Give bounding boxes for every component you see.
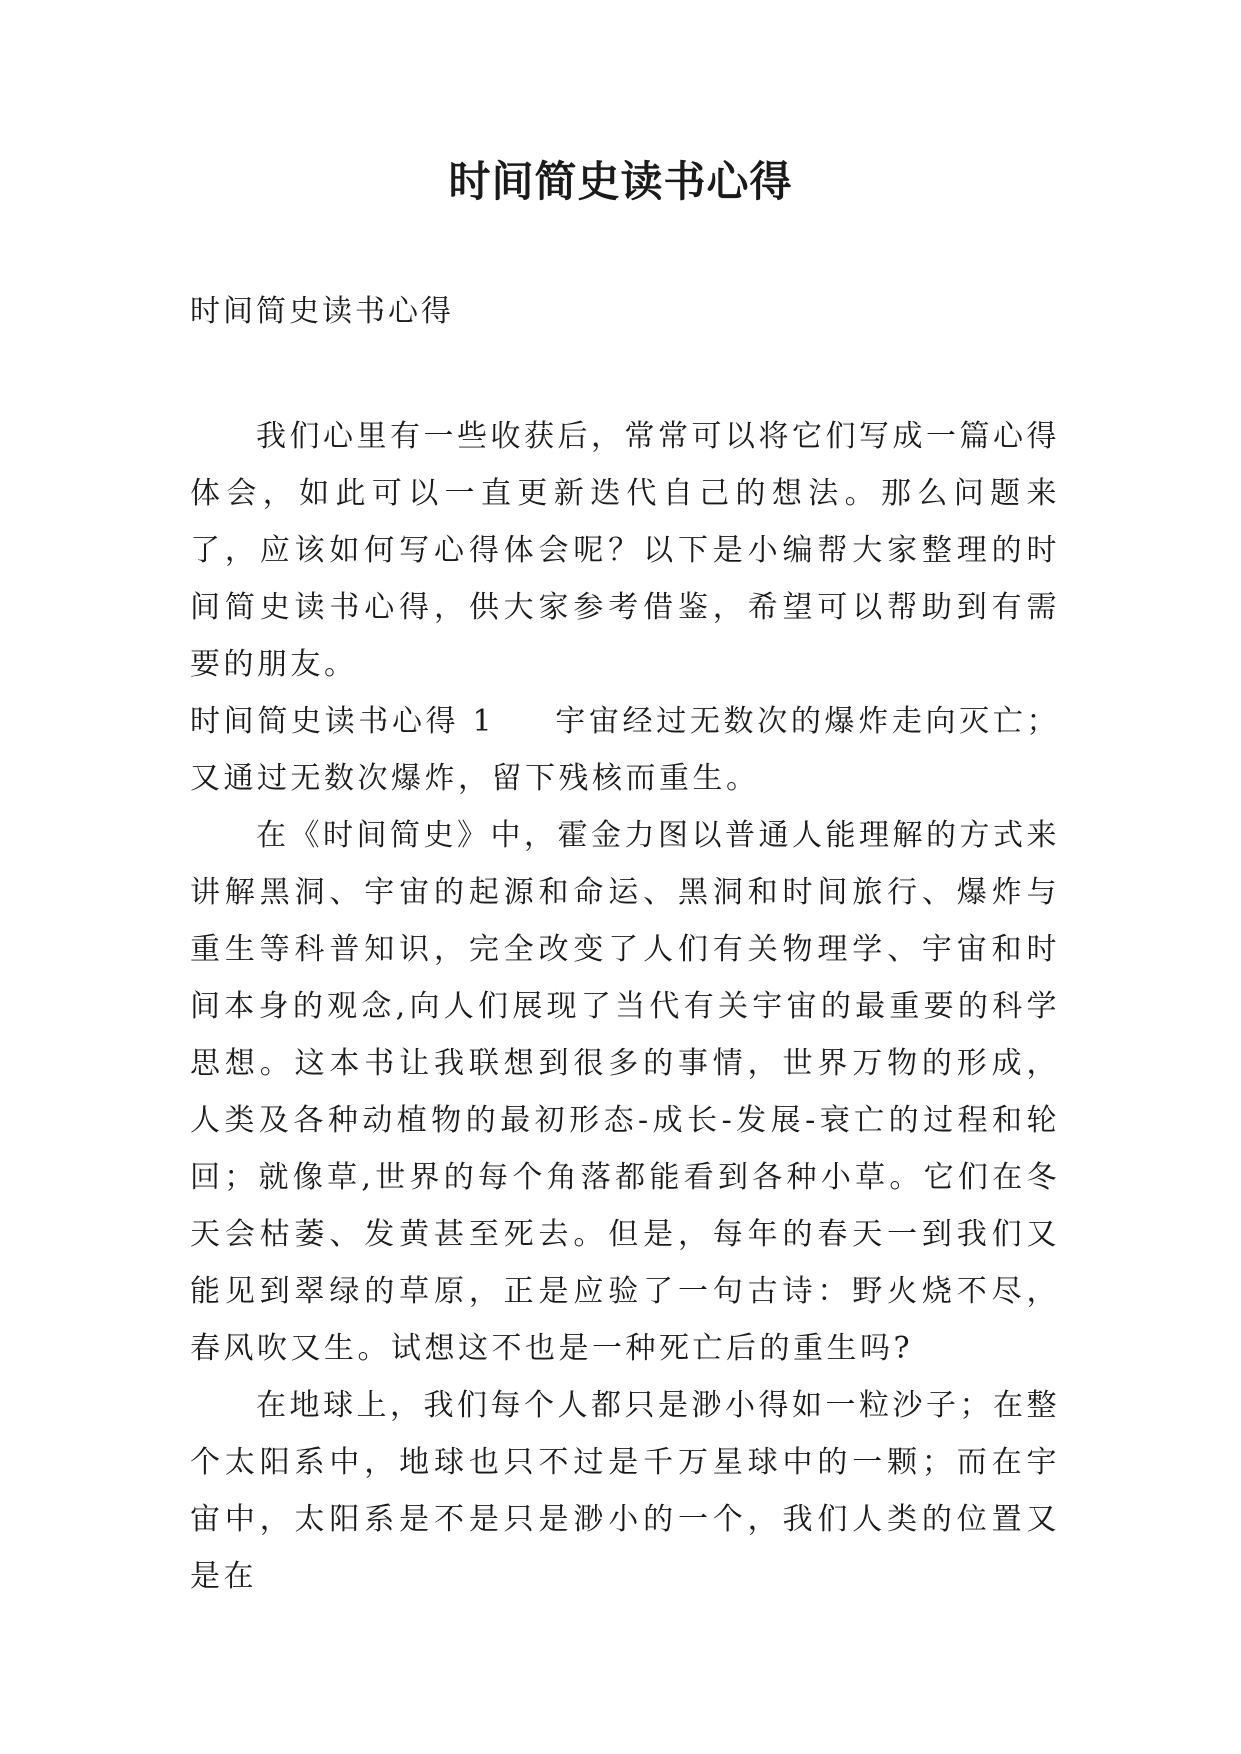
- document-body: [190, 408, 1060, 1605]
- section-1-paragraph: [190, 693, 1060, 807]
- document-subtitle: 时间简史读书心得: [190, 294, 454, 329]
- body-paragraph-2: 在《时间简史》中，霍金力图以普通人能理解的方式来讲解黑洞、宇宙的起源和命运、黑洞和时间旅行、爆炸与重生等科普知识，完全改变了人们有关物理学、宇宙和时间本身的观念,向人们展现了当代有关宇宙的最重要的科学思想。这本书让我联想到很多的事情，世界万物的形成，人类及各种动植物的最初形态-成长-发展-衰亡的过程和轮回；就像草,世界的每个角落都能看到各种小草。它们在冬天会枯萎、发黄甚至死去。但是，每年的春天一到我们又能见到翠绿的草原，正是应验了一句古诗：野火烧不尽，春风吹又生。试想这不也是一种死亡后的重生吗?: [190, 818, 1060, 1366]
- section-1-heading: 时间简史读书心得 1: [190, 704, 496, 739]
- section-1-lead: 宇宙经过无数次的爆炸走向灭亡；又通过无数次爆炸，留下残核而重生。: [190, 704, 1060, 796]
- body-paragraph-3: 在地球上，我们每个人都只是渺小得如一粒沙子；在整个太阳系中，地球也只不过是千万星球中的一颗；而在宇宙中，太阳系是不是只是渺小的一个，我们人类的位置又是在: [190, 1388, 1060, 1594]
- document-title: 时间简史读书心得: [448, 157, 793, 206]
- intro-paragraph: 我们心里有一些收获后，常常可以将它们写成一篇心得体会，如此可以一直更新迭代自己的想法。那么问题来了，应该如何写心得体会呢？以下是小编帮大家整理的时间简史读书心得，供大家参考借鉴，希望可以帮助到有需要的朋友。: [190, 419, 1060, 682]
